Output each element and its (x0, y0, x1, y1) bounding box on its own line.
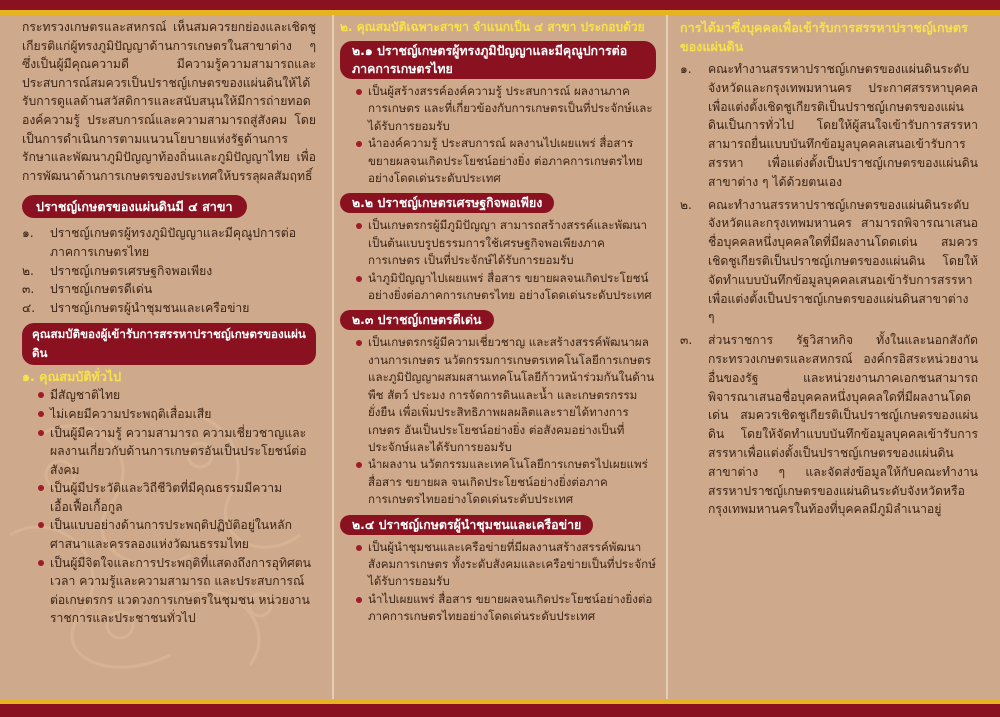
bottom-border (0, 704, 1000, 717)
general-qualifications-heading: ๑. คุณสมบัติทั่วไป (22, 369, 122, 385)
branch-item: ๔. ปราชญ์เกษตรผู้นำชุมชนและเครือข่าย (22, 300, 250, 315)
column-middle (340, 18, 656, 626)
nomination-item: ๑. คณะทำงานสรรหาปราชญ์เกษตรของแผ่นดินระดับจังหวัดและกรุงเทพมหานคร ประกาศสรรหาบุคคลเพื่อแต่งตั้งเชิดชูเกียรติเป็นปราชญ์เกษตรของแผ่นดินเป็นการทั่วไป โดยให้ผู้สนใจเข้ารับการสรรหาสามารถยื่นแบบบันทึกข้อมูลบุคคลเสนอเข้ารับการสรรหา เพื่อแต่งตั้งเป็นปราชญ์เกษตรของแผ่นดินสาขาต่าง ๆ ได้ด้วยตนเอง (680, 62, 978, 189)
criteria-item: นำภูมิปัญญาไปเผยแพร่ สื่อสาร ขยายผลจนเกิดประโยชน์อย่างยิ่งต่อภาคการเกษตรไทย อย่างโดดเด่นระดับประเทศ (354, 270, 656, 305)
nomination-heading: การได้มาซึ่งบุคคลเพื่อเข้ารับการสรรหาปราชญ์เกษตรของแผ่นดิน (680, 20, 968, 54)
qualification-item: มีสัญชาติไทย (36, 386, 316, 405)
specific-qualifications-heading: ๒. คุณสมบัติเฉพาะสาขา จำแนกเป็น ๔ สาขา ประกอบด้วย (340, 20, 645, 34)
qualification-item: เป็นผู้มีความรู้ ความสามารถ ความเชี่ยวชาญและผลงานเกี่ยวกับด้านการเกษตรอันเป็นประโยชน์ต่อสังคม (36, 424, 316, 480)
criteria-item: เป็นผู้นำชุมชนและเครือข่ายที่มีผลงานสร้างสรรค์พัฒนาสังคมการเกษตร ทั้งระดับสังคมและเครือข่ายเป็นที่ประจักษ์ได้รับการยอมรับ (354, 539, 656, 591)
criteria-item: นำผลงาน นวัตกรรมและเทคโนโลยีการเกษตรไปเผยแพร่ สื่อสาร ขยายผล จนเกิดประโยชน์อย่างยิ่งต่อภาคการเกษตรไทยอย่างโดดเด่นระดับประเทศ (354, 456, 656, 508)
top-border-gold (0, 10, 1000, 15)
branches-banner: ปราชญ์เกษตรของแผ่นดินมี ๔ สาขา (22, 195, 247, 218)
section-2-3-title: ๒.๓ ปราชญ์เกษตรดีเด่น (340, 310, 494, 330)
criteria-item: นำไปเผยแพร่ สื่อสาร ขยายผลจนเกิดประโยชน์อย่างยิ่งต่อภาคการเกษตรไทยอย่างโดดเด่นระดับประเทศ (354, 591, 656, 626)
section-2-2-title: ๒.๒ ปราชญ์เกษตรเศรษฐกิจพอเพียง (340, 193, 554, 213)
nomination-list (680, 60, 978, 519)
qualification-item: เป็นแบบอย่างด้านการประพฤติปฏิบัติอยู่ในหลักศาสนาและครรลองแห่งวัฒนธรรมไทย (36, 516, 316, 553)
top-border (0, 0, 1000, 10)
column-left (22, 18, 316, 628)
column-divider (332, 15, 334, 699)
column-divider (666, 15, 668, 699)
section-2-1-list (354, 83, 656, 187)
column-right (680, 18, 978, 519)
general-qualifications-list (36, 386, 316, 628)
branch-item: ๓. ปราชญ์เกษตรดีเด่น (22, 282, 153, 297)
qualification-item: เป็นผู้มีจิตใจและการประพฤติที่แสดงถึงการอุทิศตน เวลา ความรู้และความสามารถ และประสบการณ์ต่อเกษตรกร แวดวงการเกษตรในชุมชน หน่วยงานราชการและประชาชนทั่วไป (36, 554, 316, 628)
section-2-2-list (354, 217, 656, 304)
branch-item: ๒. ปราชญ์เกษตรเศรษฐกิจพอเพียง (22, 263, 213, 278)
intro-paragraph: กระทรวงเกษตรและสหกรณ์ เห็นสมควรยกย่องและเชิดชูเกียรติแก่ผู้ทรงภูมิปัญญาด้านการเกษตรในสาขาต่าง ๆ ซึ่งเป็นผู้มีคุณความดี มีความรู้ความสามารถและประสบการณ์สมควรเป็นปราชญ์เกษตรของแผ่นดินให้ได้รับการดูแลด้านสวัสดิการและสนับสนุนให้มีการถ่ายทอดองค์ความรู้ ประสบการณ์และความสามารถสู่สังคม โดยเป็นการดำเนินการตามแนวนโยบายแห่งรัฐด้านการรักษาและพัฒนาภูมิปัญญาท้องถิ่นและภูมิปัญญาไทย เพื่อการพัฒนาด้านการเกษตรของประเทศให้บรรลุผลสัมฤทธิ์ (22, 20, 316, 183)
qualification-item: ไม่เคยมีความประพฤติเสื่อมเสีย (36, 405, 316, 424)
branch-item: ๑. ปราชญ์เกษตรผู้ทรงภูมิปัญญาและมีคุณูปการต่อภาคการเกษตรไทย (22, 226, 297, 259)
branches-list (22, 224, 316, 317)
nomination-item: ๒. คณะทำงานสรรหาปราชญ์เกษตรของแผ่นดินระดับจังหวัดและกรุงเทพมหานคร สามารถพิจารณาเสนอชื่อบุคคลหนึ่งบุคคลใดที่มีผลงานโดดเด่น สมควรเชิดชูเกียรติเป็นปราชญ์เกษตรของแผ่นดิน โดยให้จัดทำแบบบันทึกข้อมูลบุคคลเสนอเข้ารับการสรรหา เพื่อแต่งตั้งเป็นปราชญ์เกษตรของแผ่นดินสาขาต่าง ๆ (680, 197, 978, 325)
qualification-item: เป็นผู้มีประวัติและวิถีชีวิตที่มีคุณธรรมมีความเอื้อเฟื้อเกื้อกูล (36, 479, 316, 516)
nomination-item: ๓. ส่วนราชการ รัฐวิสาหกิจ ทั้งในและนอกสังกัดกระทรวงเกษตรและสหกรณ์ องค์กรอิสระหน่วยงานอื่นของรัฐ และหน่วยงานภาคเอกชนสามารถพิจารณาเสนอชื่อบุคคลหนึ่งบุคคลใดที่มีผลงานโดดเด่น สมควรเชิดชูเกียรติเป็นปราชญ์เกษตรของแผ่นดิน โดยให้จัดทำแบบบันทึกข้อมูลบุคคลเข้ารับการสรรหาเพื่อแต่งตั้งเป็นปราชญ์เกษตรของแผ่นดินสาขาต่าง ๆ และจัดส่งข้อมูลให้กับคณะทำงานสรรหาปราชญ์เกษตรของแผ่นดินระดับจังหวัดหรือกรุงเทพมหานครในท้องที่บุคคลมีภูมิลำเนาอยู่ (680, 333, 978, 517)
criteria-item: นำองค์ความรู้ ประสบการณ์ ผลงานไปเผยแพร่ สื่อสาร ขยายผลจนเกิดประโยชน์อย่างยิ่ง ต่อภาคการเกษตรไทยอย่างโดดเด่นระดับประเทศ (354, 135, 656, 187)
section-2-1-title: ๒.๑ ปราชญ์เกษตรผู้ทรงภูมิปัญญาและมีคุณูปการต่อภาคการเกษตรไทย (340, 41, 656, 79)
section-2-4-title: ๒.๔ ปราชญ์เกษตรผู้นำชุมชนและเครือข่าย (340, 515, 593, 535)
criteria-item: เป็นเกษตรกรผู้มีภูมิปัญญา สามารถสร้างสรรค์และพัฒนาเป็นต้นแบบรูปธรรมการใช้เศรษฐกิจพอเพียงภาคการเกษตร เป็นที่ประจักษ์ได้รับการยอมรับ (354, 217, 656, 269)
criteria-item: เป็นเกษตรกรผู้มีความเชี่ยวชาญ และสร้างสรรค์พัฒนาผลงานการเกษตร นวัตกรรมการเกษตรเทคโนโลยีการเกษตร และภูมิปัญญาผสมผสานเทคโนโลยีก้าวหน้าร่วมกันในด้านพืช สัตว์ ประมง การจัดการดินและน้ำ และเกษตรกรรมยั่งยืน เพื่อเพิ่มประสิทธิภาพผลผลิตและรายได้ทางการเกษตร อันเป็นประโยชน์อย่างยิ่ง ต่อสังคมอย่างเป็นที่ประจักษ์และได้รับการยอมรับ (354, 334, 656, 456)
section-2-4-list (354, 539, 656, 626)
criteria-item: เป็นผู้สร้างสรรค์องค์ความรู้ ประสบการณ์ ผลงานภาคการเกษตร และที่เกี่ยวข้องกับการเกษตรเป็นที่ประจักษ์และได้รับการยอมรับ (354, 83, 656, 135)
qualifications-banner: คุณสมบัติของผู้เข้ารับการสรรหาปราชญ์เกษตรของแผ่นดิน (22, 323, 316, 365)
section-2-3-list (354, 334, 656, 508)
